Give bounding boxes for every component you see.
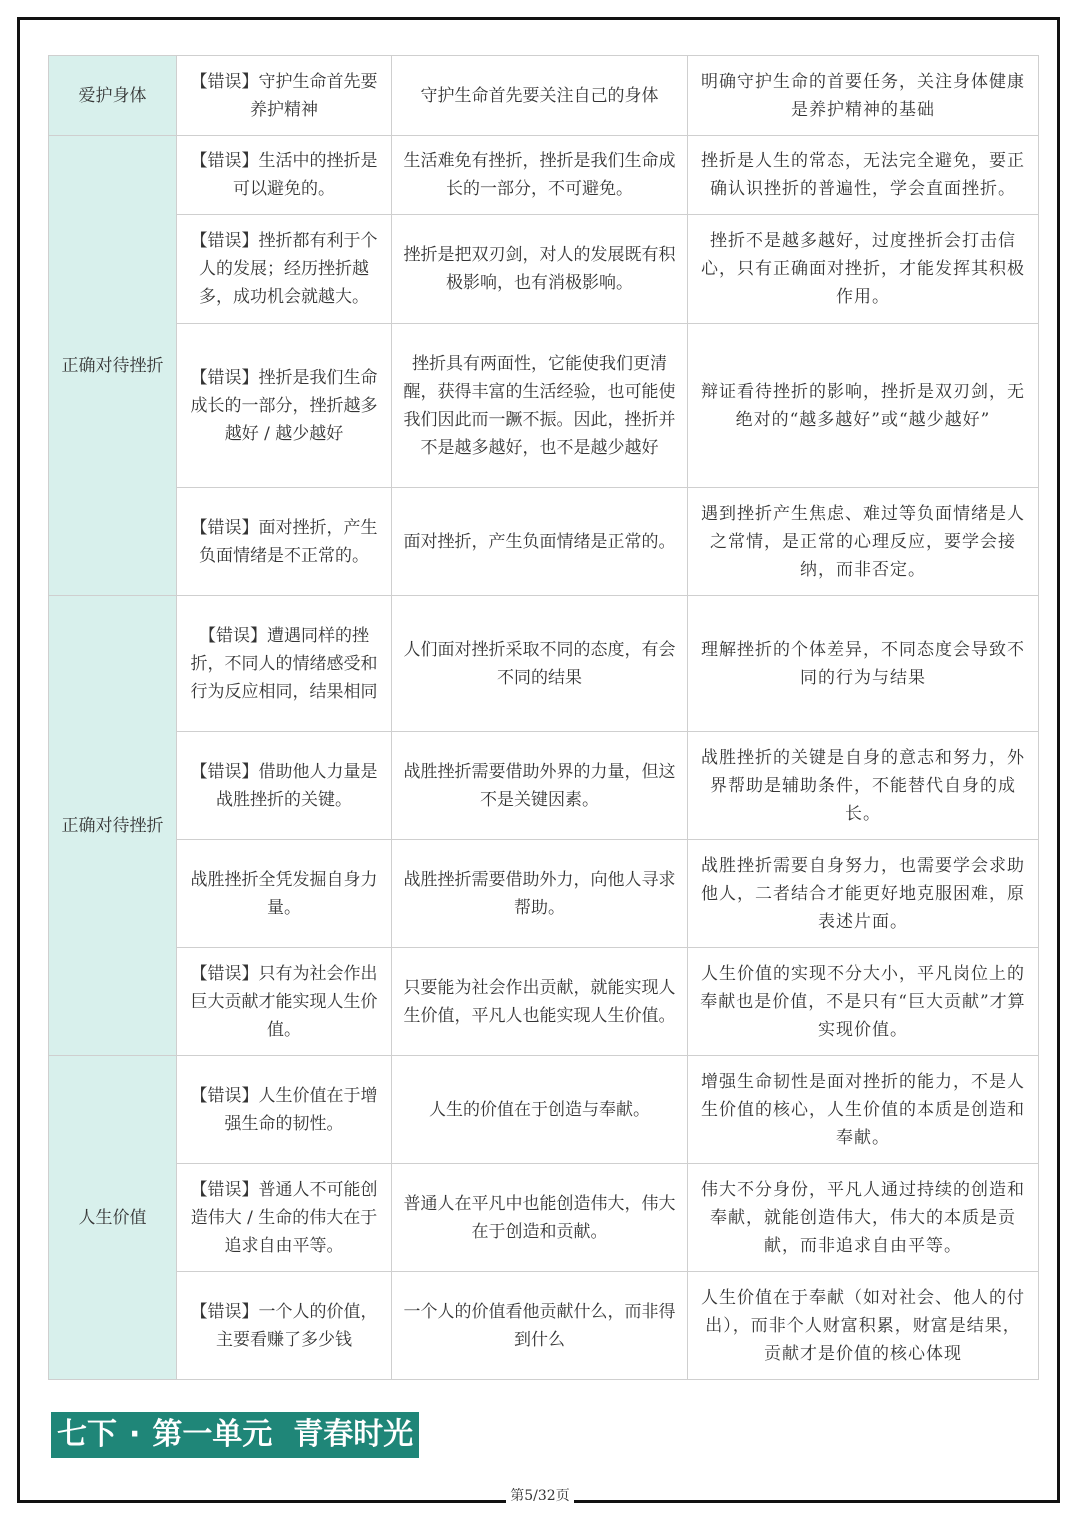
correct-statement: 战胜挫折需要借助外界的力量，但这不是关键因素。	[392, 732, 688, 840]
wrong-statement: 【错误】一个人的价值，主要看赚了多少钱	[177, 1272, 392, 1380]
wrong-statement: 【错误】挫折是我们生命成长的一部分，挫折越多越好 / 越少越好	[177, 324, 392, 488]
correct-statement: 一个人的价值看他贡献什么，而非得到什么	[392, 1272, 688, 1380]
table-row	[49, 56, 1039, 136]
analysis: 挫折不是越多越好，过度挫折会打击信心，只有正确面对挫折，才能发挥其积极作用。	[688, 215, 1039, 324]
analysis: 战胜挫折的关键是自身的意志和努力，外界帮助是辅助条件，不能替代自身的成长。	[688, 732, 1039, 840]
table-row	[49, 1164, 1039, 1272]
table-row	[49, 596, 1039, 732]
table-row	[49, 488, 1039, 596]
wrong-statement: 【错误】守护生命首先要养护精神	[177, 56, 392, 136]
wrong-statement: 【错误】普通人不可能创造伟大 / 生命的伟大在于追求自由平等。	[177, 1164, 392, 1272]
analysis: 战胜挫折需要自身努力，也需要学会求助他人，二者结合才能更好地克服困难，原表述片面。	[688, 840, 1039, 948]
correct-statement: 人们面对挫折采取不同的态度，有会不同的结果	[392, 596, 688, 732]
analysis: 人生价值在于奉献（如对社会、他人的付出），而非个人财富积累，财富是结果，贡献才是价值的核心体现	[688, 1272, 1039, 1380]
wrong-statement: 【错误】人生价值在于增强生命的韧性。	[177, 1056, 392, 1164]
analysis: 辩证看待挫折的影响，挫折是双刃剑，无绝对的“越多越好”或“越少越好”	[688, 324, 1039, 488]
correct-statement: 挫折具有两面性，它能使我们更清醒，获得丰富的生活经验，也可能使我们因此而一蹶不振。因此，挫折并不是越多越好，也不是越少越好	[392, 324, 688, 488]
table-row	[49, 136, 1039, 215]
correct-statement: 挫折是把双刃剑，对人的发展既有积极影响，也有消极影响。	[392, 215, 688, 324]
analysis: 遇到挫折产生焦虑、难过等负面情绪是人之常情，是正常的心理反应，要学会接纳，而非否定。	[688, 488, 1039, 596]
correct-statement: 面对挫折，产生负面情绪是正常的。	[392, 488, 688, 596]
section-banner	[51, 1412, 419, 1458]
wrong-statement: 【错误】只有为社会作出巨大贡献才能实现人生价值。	[177, 948, 392, 1056]
wrong-statement: 战胜挫折全凭发掘自身力量。	[177, 840, 392, 948]
banner-separator: ·	[129, 1417, 141, 1452]
table-row	[49, 948, 1039, 1056]
topic-cell: 人生价值	[49, 1056, 177, 1380]
wrong-statement: 【错误】面对挫折，产生负面情绪是不正常的。	[177, 488, 392, 596]
analysis: 增强生命韧性是面对挫折的能力，不是人生价值的核心，人生价值的本质是创造和奉献。	[688, 1056, 1039, 1164]
wrong-statement: 【错误】生活中的挫折是可以避免的。	[177, 136, 392, 215]
topic-cell: 正确对待挫折	[49, 136, 177, 596]
banner-title: 第一单元 青春时光	[152, 1417, 414, 1452]
banner-grade: 七下	[57, 1417, 117, 1452]
analysis: 人生价值的实现不分大小，平凡岗位上的奉献也是价值，不是只有“巨大贡献”才算实现价值。	[688, 948, 1039, 1056]
table-row	[49, 732, 1039, 840]
correct-statement: 只要能为社会作出贡献，就能实现人生价值，平凡人也能实现人生价值。	[392, 948, 688, 1056]
correct-statement: 战胜挫折需要借助外力，向他人寻求帮助。	[392, 840, 688, 948]
table-row	[49, 1056, 1039, 1164]
analysis: 伟大不分身份，平凡人通过持续的创造和奉献，就能创造伟大，伟大的本质是贡献，而非追求自由平等。	[688, 1164, 1039, 1272]
table-row	[49, 215, 1039, 324]
analysis: 理解挫折的个体差异，不同态度会导致不同的行为与结果	[688, 596, 1039, 732]
correct-statement: 生活难免有挫折，挫折是我们生命成长的一部分，不可避免。	[392, 136, 688, 215]
correct-statement: 普通人在平凡中也能创造伟大，伟大在于创造和贡献。	[392, 1164, 688, 1272]
correct-statement: 守护生命首先要关注自己的身体	[392, 56, 688, 136]
table-row	[49, 324, 1039, 488]
knowledge-table	[48, 55, 1039, 1380]
page-number-text: 第5/32页	[506, 1488, 573, 1504]
wrong-statement: 【错误】借助他人力量是战胜挫折的关键。	[177, 732, 392, 840]
wrong-statement: 【错误】遭遇同样的挫折，不同人的情绪感受和行为反应相同，结果相同	[177, 596, 392, 732]
table-row	[49, 1272, 1039, 1380]
analysis: 明确守护生命的首要任务，关注身体健康是养护精神的基础	[688, 56, 1039, 136]
correct-statement: 人生的价值在于创造与奉献。	[392, 1056, 688, 1164]
topic-cell: 正确对待挫折	[49, 596, 177, 1056]
page-number	[0, 1485, 1080, 1505]
table-row	[49, 840, 1039, 948]
topic-cell: 爱护身体	[49, 56, 177, 136]
wrong-statement: 【错误】挫折都有利于个人的发展；经历挫折越多，成功机会就越大。	[177, 215, 392, 324]
analysis: 挫折是人生的常态，无法完全避免，要正确认识挫折的普遍性，学会直面挫折。	[688, 136, 1039, 215]
